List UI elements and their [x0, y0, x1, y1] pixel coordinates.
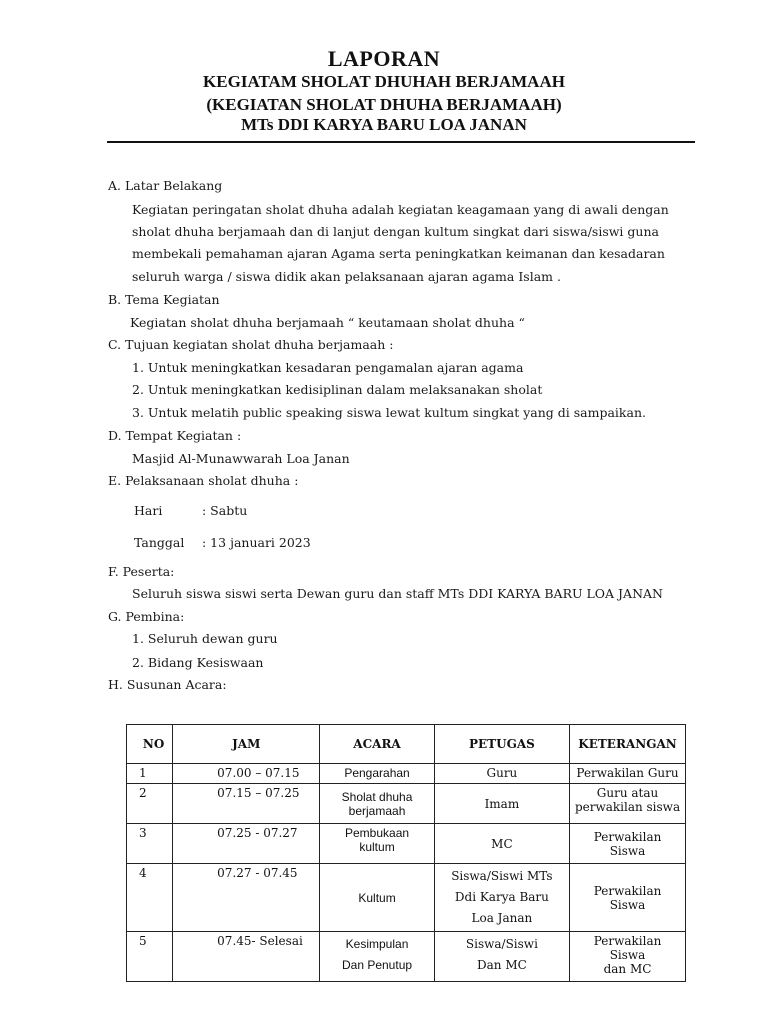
table-row: [127, 864, 686, 932]
tanggal-label: Tanggal: [134, 535, 185, 550]
section-c-item: 3. Untuk melatih public speaking siswa lewat kultum singkat yang di sampaikan.: [132, 405, 646, 420]
cell-acara: Kultum: [320, 864, 434, 932]
section-g-item: 2. Bidang Kesiswaan: [132, 655, 264, 670]
cell-petugas: MC: [434, 824, 569, 864]
cell-acara: Pengarahan: [320, 764, 434, 784]
cell-no: 2: [127, 784, 173, 824]
header-divider: [107, 141, 695, 143]
cell-acara: Pembukaan kultum: [320, 824, 434, 864]
table-row: [127, 932, 686, 982]
school-name: MTs DDI KARYA BARU LOA JANAN: [241, 115, 527, 134]
cell-petugas: Siswa/Siswi Dan MC: [434, 932, 569, 982]
cell-keterangan: Perwakilan Siswa: [570, 864, 686, 932]
table-row: [127, 824, 686, 864]
section-d-text: Masjid Al-Munawwarah Loa Janan: [132, 451, 350, 466]
header-jam: JAM: [173, 725, 320, 764]
report-title: LAPORAN: [327, 46, 441, 71]
report-subtitle-1: KEGIATAM SHOLAT DHUHAH BERJAMAAH: [203, 72, 565, 91]
section-a-text-line: seluruh warga / siswa didik akan pelaksanaan ajaran agama Islam .: [132, 269, 561, 284]
cell-acara: Kesimpulan Dan Penutup: [320, 932, 434, 982]
report-subtitle-2: (KEGIATAN SHOLAT DHUHA BERJAMAAH): [206, 95, 562, 114]
cell-keterangan: Perwakilan Siswa: [570, 824, 686, 864]
table-header-row: [127, 725, 686, 764]
section-c-item: 2. Untuk meningkatkan kedisiplinan dalam melaksanakan sholat: [132, 382, 543, 397]
section-a-text-line: sholat dhuha berjamaah dan di lanjut dengan kultum singkat dari siswa/siswi guna: [132, 224, 659, 239]
section-g-heading: G. Pembina:: [108, 609, 185, 624]
cell-acara: Sholat dhuha berjamaah: [320, 784, 434, 824]
cell-no: 3: [127, 824, 173, 864]
cell-petugas: Siswa/Siswi MTs Ddi Karya Baru Loa Janan: [434, 864, 569, 932]
section-b-text: Kegiatan sholat dhuha berjamaah “ keutamaan sholat dhuha “: [130, 315, 525, 330]
header-acara: ACARA: [320, 725, 434, 764]
header-keterangan: KETERANGAN: [570, 725, 686, 764]
table-row: [127, 784, 686, 824]
cell-jam: 07.25 - 07.27: [173, 824, 320, 864]
section-g-item: 1. Seluruh dewan guru: [132, 631, 278, 646]
section-h-heading: H. Susunan Acara:: [108, 677, 227, 692]
cell-keterangan: Guru atau perwakilan siswa: [570, 784, 686, 824]
header-no: NO: [127, 725, 173, 764]
cell-no: 5: [127, 932, 173, 982]
schedule-table: [126, 724, 686, 982]
section-e-heading: E. Pelaksanaan sholat dhuha :: [108, 473, 299, 488]
section-c-item: 1. Untuk meningkatkan kesadaran pengamalan ajaran agama: [132, 360, 524, 375]
cell-petugas: Imam: [434, 784, 569, 824]
section-a-text-line: membekali pemahaman ajaran Agama serta peningkatkan keimanan dan kesadaran: [132, 246, 665, 261]
section-f-text: Seluruh siswa siswi serta Dewan guru dan staff MTs DDI KARYA BARU LOA JANAN: [132, 586, 663, 601]
section-a-heading: A. Latar Belakang: [108, 178, 223, 193]
section-a-text-line: Kegiatan peringatan sholat dhuha adalah kegiatan keagamaan yang di awali dengan: [132, 202, 669, 217]
cell-no: 1: [127, 764, 173, 784]
section-b-heading: B. Tema Kegiatan: [108, 292, 220, 307]
section-c-heading: C. Tujuan kegiatan sholat dhuha berjamaah :: [108, 337, 394, 352]
section-f-heading: F. Peserta:: [108, 564, 175, 579]
table-row: [127, 764, 686, 784]
cell-no: 4: [127, 864, 173, 932]
section-d-heading: D. Tempat Kegiatan :: [108, 428, 242, 443]
cell-jam: 07.15 – 07.25: [173, 784, 320, 824]
cell-petugas: Guru: [434, 764, 569, 784]
cell-keterangan: Perwakilan Guru: [570, 764, 686, 784]
cell-jam: 07.27 - 07.45: [173, 864, 320, 932]
hari-value: : Sabtu: [202, 503, 248, 518]
cell-keterangan: Perwakilan Siswa dan MC: [570, 932, 686, 982]
tanggal-value: : 13 januari 2023: [202, 535, 311, 550]
header-petugas: PETUGAS: [434, 725, 569, 764]
cell-jam: 07.00 – 07.15: [173, 764, 320, 784]
cell-jam: 07.45- Selesai: [173, 932, 320, 982]
hari-label: Hari: [134, 503, 163, 518]
